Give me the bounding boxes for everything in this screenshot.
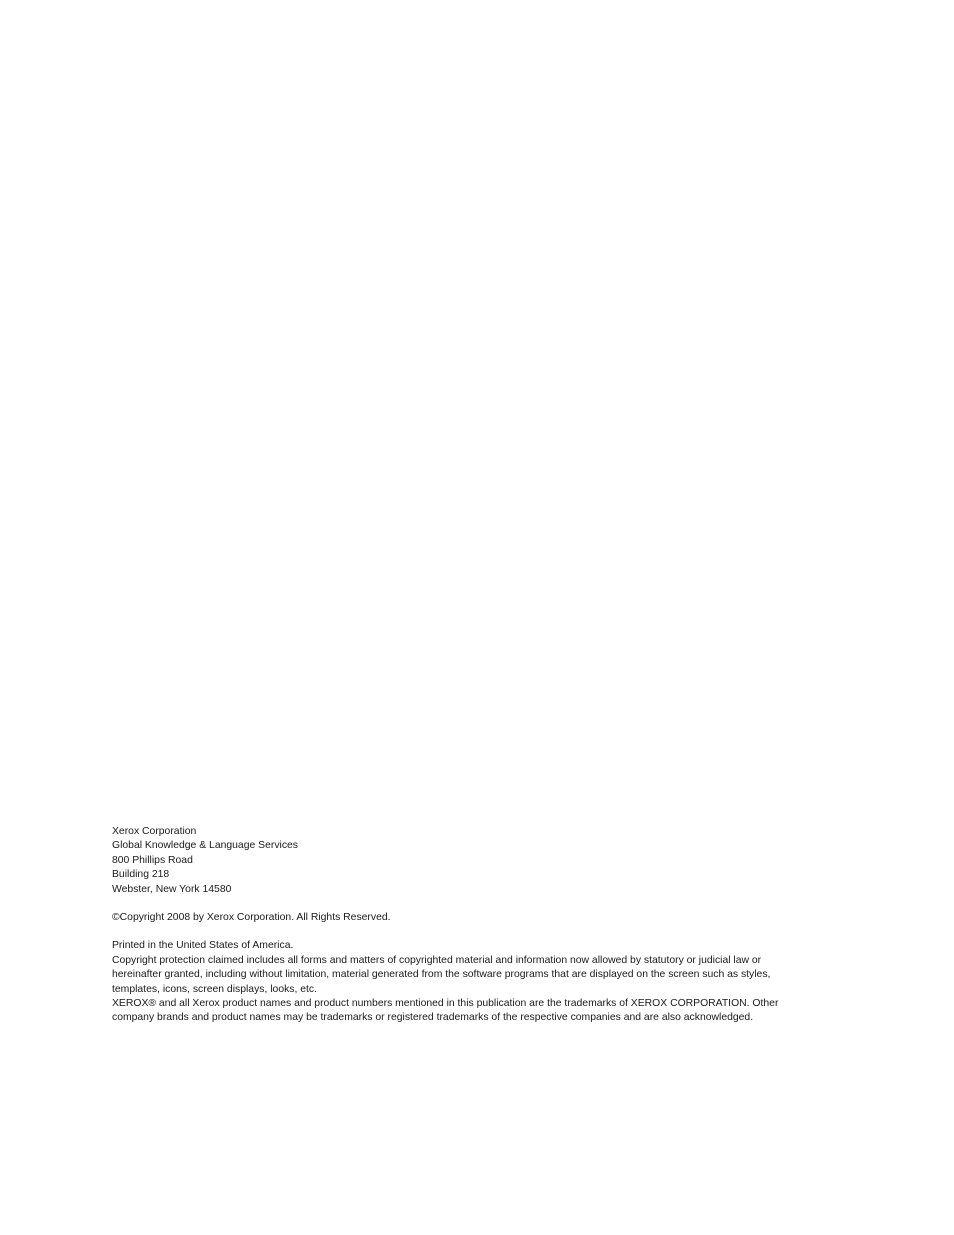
building-number: Building 218 [112, 869, 170, 881]
imprint-block [112, 825, 836, 1026]
legal-notice [112, 939, 836, 1025]
protection-line: templates, icons, screen displays, looks, etc. [112, 983, 318, 995]
spacer [112, 925, 836, 939]
protection-line: hereinafter granted, including without limitation, material generated from the software programs that are displayed on the screen such as styles, [112, 969, 771, 981]
spacer [112, 897, 836, 911]
address-block [112, 825, 836, 897]
copyright-notice: ©Copyright 2008 by Xerox Corporation. All Rights Reserved. [112, 912, 391, 924]
trademark-line: XEROX® and all Xerox product names and product numbers mentioned in this publication are the trademarks of XEROX CORPORATION. Other [112, 998, 779, 1010]
protection-line: Copyright protection claimed includes all forms and matters of copyrighted material and information now allowed by statutory or judicial law or [112, 954, 762, 966]
city-state-zip: Webster, New York 14580 [112, 883, 232, 895]
department-name: Global Knowledge & Language Services [112, 840, 299, 852]
printed-in-notice: Printed in the United States of America. [112, 940, 294, 952]
trademark-line: company brands and product names may be trademarks or registered trademarks of the respective companies and are also acknowledged. [112, 1012, 754, 1024]
street-address: 800 Phillips Road [112, 854, 193, 866]
company-name: Xerox Corporation [112, 826, 197, 837]
